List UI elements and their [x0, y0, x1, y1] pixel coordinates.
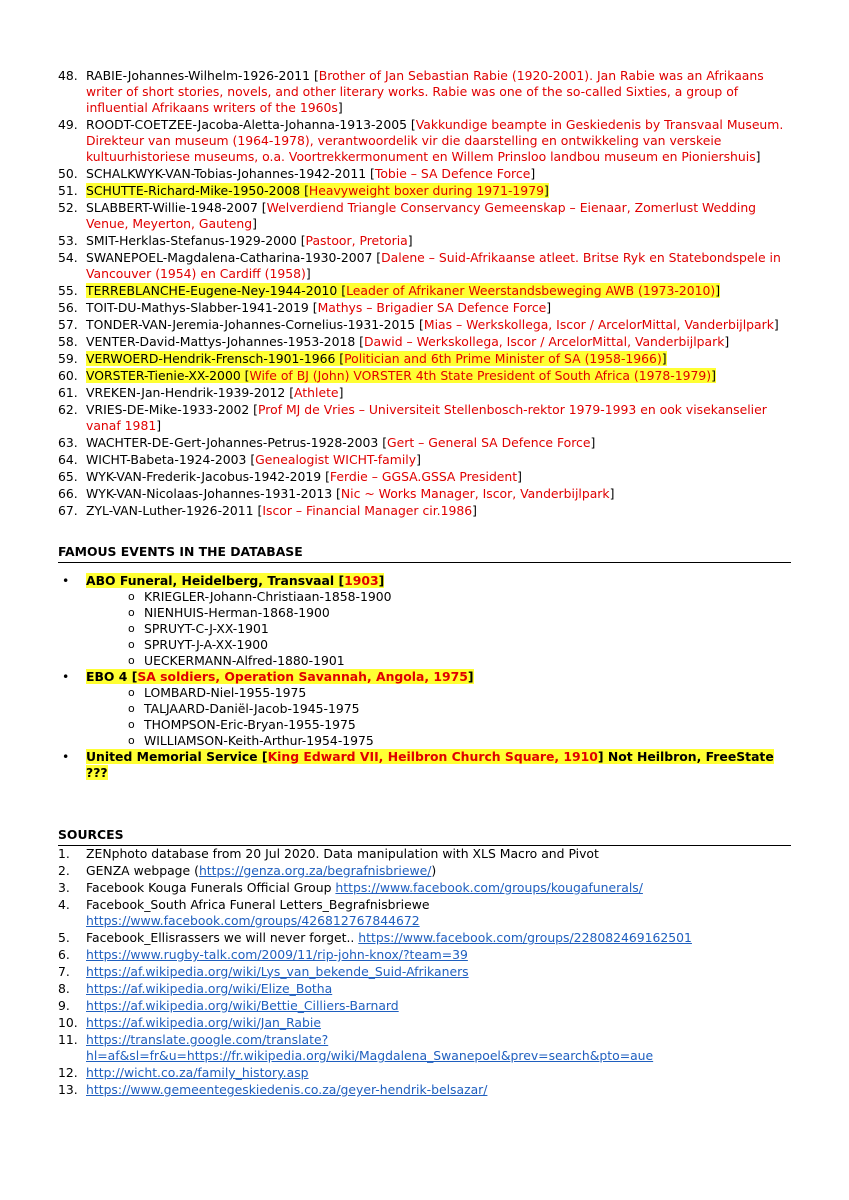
source-item [58, 964, 791, 980]
source-item [58, 863, 791, 879]
person-entry [58, 334, 791, 350]
source-number: 4. [58, 897, 70, 912]
person-entry [58, 300, 791, 316]
entry-name: SCHALKWYK-VAN-Tobias-Johannes-1942-2011 [ [86, 166, 375, 181]
event-people-list [58, 685, 791, 749]
entry-name: ZYL-VAN-Luther-1926-2011 [ [86, 503, 263, 518]
entry-body [86, 317, 779, 332]
event-person-name: KRIEGLER-Johann-Christiaan-1858-1900 [144, 589, 392, 604]
entry-close-bracket: ] [661, 351, 667, 366]
entry-number: 63. [58, 435, 78, 450]
entry-note: Wife of BJ (John) VORSTER 4th State President of South Africa (1978-1979) [249, 368, 712, 383]
entry-close-bracket: ] [517, 469, 522, 484]
entry-note: Brother of Jan Sebastian Rabie (1920-2001). Jan Rabie was an Afrikaans writer of short stories, novels, and other literary works. Rabie was one of the so-called Sixties, a group of influential Afrikaans writers of the 1960s [86, 68, 764, 115]
entry-name: VERWOERD-Hendrik-Frensch-1901-1966 [ [86, 351, 345, 366]
entry-number: 58. [58, 334, 78, 349]
entry-name: WACHTER-DE-Gert-Johannes-Petrus-1928-2003 [ [86, 435, 388, 450]
entry-body [86, 283, 720, 298]
entry-body [86, 368, 716, 383]
event-person [128, 685, 791, 701]
source-text: GENZA webpage ( [86, 863, 199, 878]
entry-close-bracket: ] [337, 100, 343, 115]
entry-body [86, 469, 522, 484]
entry-body [86, 183, 549, 198]
entry-body [86, 385, 343, 400]
source-number: 7. [58, 964, 70, 979]
source-item [58, 1032, 791, 1064]
event-close-bracket: ] [467, 669, 474, 684]
source-link[interactable]: https://af.wikipedia.org/wiki/Bettie_Cilliers-Barnard [86, 998, 399, 1013]
event-body [86, 669, 474, 684]
source-number: 12. [58, 1065, 78, 1080]
source-text: ZENphoto database from 20 Jul 2020. Data manipulation with XLS Macro and Pivot [86, 846, 599, 861]
event-person [128, 733, 791, 749]
person-entry [58, 503, 791, 519]
event-person-name: SPRUYT-J-A-XX-1900 [144, 637, 269, 652]
entry-note: Mias – Werkskollega, Iscor / ArcelorMittal, Vanderbijlpark [423, 317, 774, 332]
entry-close-bracket: ] [416, 452, 421, 467]
entry-note: Tobie – SA Defence Force [374, 166, 531, 181]
person-entry [58, 469, 791, 485]
event-person-name: SPRUYT-C-J-XX-1901 [144, 621, 269, 636]
entry-name: SCHUTTE-Richard-Mike-1950-2008 [ [86, 183, 309, 198]
entry-note: Athlete [294, 385, 339, 400]
event-person [128, 701, 791, 717]
source-link[interactable]: http://wicht.co.za/family_history.asp [86, 1065, 309, 1080]
entry-number: 49. [58, 117, 78, 132]
source-number: 6. [58, 947, 70, 962]
entry-name: VENTER-David-Mattys-Johannes-1953-2018 [ [86, 334, 364, 349]
person-entry [58, 385, 791, 401]
event-note: King Edward VII, Heilbron Church Square, 1910 [267, 749, 598, 764]
source-link[interactable]: https://translate.google.com/translate?hl=af&sl=fr&u=https://fr.wikipedia.org/wiki/Magdalena_Swanepoel&prev=search&pto=aue [86, 1032, 654, 1063]
event-person [128, 621, 791, 637]
source-item [58, 897, 791, 929]
person-entry [58, 166, 791, 182]
entry-number: 66. [58, 486, 78, 501]
event-title: United Memorial Service [ [86, 749, 268, 764]
entry-body [86, 334, 729, 349]
entry-note: Gert – General SA Defence Force [387, 435, 591, 450]
event-person-name: TALJAARD-Daniël-Jacob-1945-1975 [144, 701, 360, 716]
entry-number: 62. [58, 402, 78, 417]
entry-number: 67. [58, 503, 78, 518]
person-entry [58, 402, 791, 434]
entry-close-bracket: ] [755, 149, 761, 164]
entry-name: TOIT-DU-Mathys-Slabber-1941-2019 [ [86, 300, 318, 315]
event-person-name: NIENHUIS-Herman-1868-1900 [144, 605, 330, 620]
source-number: 8. [58, 981, 70, 996]
source-item [58, 947, 791, 963]
person-entry [58, 233, 791, 249]
person-entry [58, 435, 791, 451]
sources-heading: SOURCES [58, 827, 791, 846]
page-content [58, 68, 791, 1099]
source-link[interactable]: https://www.facebook.com/groups/228082469162501 [358, 930, 692, 945]
event-close-bracket: ] [378, 573, 385, 588]
person-entry [58, 452, 791, 468]
circle-bullet-icon: o [128, 734, 135, 747]
events-list [58, 573, 791, 781]
person-entry [58, 183, 791, 199]
entry-number: 51. [58, 183, 78, 198]
entry-name: WICHT-Babeta-1924-2003 [ [86, 452, 256, 467]
circle-bullet-icon: o [128, 654, 135, 667]
entry-name: RABIE-Johannes-Wilhelm-1926-2011 [ [86, 68, 319, 83]
entry-close-bracket: ] [338, 385, 344, 400]
entry-note: Heavyweight boxer during 1971-1979 [308, 183, 544, 198]
circle-bullet-icon: o [128, 590, 135, 603]
entry-note: Prof MJ de Vries – Universiteit Stellenbosch-rektor 1979-1993 en ook visekanselier vanaf 1981 [86, 402, 767, 433]
entry-note: Ferdie – GGSA.GSSA President [329, 469, 518, 484]
entry-close-bracket: ] [590, 435, 596, 450]
person-entry [58, 486, 791, 502]
entry-note: Politician and 6th Prime Minister of SA (1958-1966) [344, 351, 662, 366]
source-number: 5. [58, 930, 70, 945]
event-person [128, 717, 791, 733]
source-item [58, 880, 791, 896]
entry-number: 64. [58, 452, 78, 467]
entry-name: ROODT-COETZEE-Jacoba-Aletta-Johanna-1913-2005 [ [86, 117, 416, 132]
entry-note: Vakkundige beampte in Geskiedenis by Transvaal Museum. Direkteur van museum (1964-1978), verantwoordelik vir die daarstelling en ontwikkeling van verskeie kultuurhistoriese museums, o.a. Voortrekkermonument en Willem Prinsloo landbou museum en Pioniershuis [86, 117, 784, 164]
source-number: 10. [58, 1015, 78, 1030]
entry-body [86, 435, 595, 450]
entry-body [86, 300, 551, 315]
entry-body [86, 503, 477, 518]
source-number: 13. [58, 1082, 78, 1097]
entry-body [86, 402, 767, 433]
entry-note: Genealogist WICHT-family [255, 452, 417, 467]
entry-number: 55. [58, 283, 78, 298]
event-person [128, 637, 791, 653]
entry-note: Iscor – Financial Manager cir.1986 [262, 503, 473, 518]
source-item [58, 930, 791, 946]
entry-close-bracket: ] [407, 233, 413, 248]
event-person [128, 653, 791, 669]
source-text: Facebook_Ellisrassers we will never forget.. [86, 930, 359, 945]
person-entry [58, 200, 791, 232]
entry-close-bracket: ] [530, 166, 536, 181]
entry-note: Dalene – Suid-Afrikaanse atleet. Britse Ryk en Statebondspele in Vancouver (1954) en Cardiff (1958) [86, 250, 781, 281]
circle-bullet-icon: o [128, 686, 135, 699]
entry-name: SLABBERT-Willie-1948-2007 [ [86, 200, 267, 215]
source-item [58, 981, 791, 997]
source-item [58, 1065, 791, 1081]
entry-note: Dawid – Werkskollega, Iscor / ArcelorMittal, Vanderbijlpark [364, 334, 725, 349]
bullet-icon: • [62, 573, 70, 588]
event-close-bracket: ] [597, 749, 604, 764]
entry-close-bracket: ] [773, 317, 779, 332]
source-link[interactable]: https://www.facebook.com/groups/kougafunerals/ [335, 880, 643, 895]
source-link[interactable]: https://af.wikipedia.org/wiki/Elize_Botha [86, 981, 333, 996]
event-body [86, 573, 384, 588]
entry-body [86, 486, 614, 501]
entry-note: Mathys – Brigadier SA Defence Force [317, 300, 547, 315]
person-entry [58, 368, 791, 384]
entry-close-bracket: ] [715, 283, 721, 298]
circle-bullet-icon: o [128, 638, 135, 651]
entry-number: 52. [58, 200, 78, 215]
event-person [128, 605, 791, 621]
entry-number: 61. [58, 385, 78, 400]
source-item [58, 846, 791, 862]
entry-number: 60. [58, 368, 78, 383]
person-entry [58, 317, 791, 333]
event-person [128, 589, 791, 605]
entry-number: 48. [58, 68, 78, 83]
entry-number: 59. [58, 351, 78, 366]
source-link[interactable]: https://genza.org.za/begrafnisbriewe/ [198, 863, 432, 878]
source-number: 2. [58, 863, 70, 878]
entry-close-bracket: ] [724, 334, 730, 349]
person-entry [58, 250, 791, 282]
circle-bullet-icon: o [128, 606, 135, 619]
entry-close-bracket: ] [156, 418, 162, 433]
entry-body [86, 200, 756, 231]
entry-close-bracket: ] [472, 503, 477, 518]
event-item [58, 749, 791, 781]
event-note: SA soldiers, Operation Savannah, Angola, 1975 [137, 669, 468, 684]
entry-body [86, 117, 783, 164]
event-person-name: LOMBARD-Niel-1955-1975 [144, 685, 307, 700]
source-number: 3. [58, 880, 70, 895]
circle-bullet-icon: o [128, 702, 135, 715]
entry-note: Pastoor, Pretoria [305, 233, 408, 248]
source-number: 11. [58, 1032, 78, 1047]
entry-note: Nic ~ Works Manager, Iscor, Vanderbijlpark [340, 486, 610, 501]
entry-number: 53. [58, 233, 78, 248]
entry-body [86, 233, 413, 248]
circle-bullet-icon: o [128, 718, 135, 731]
event-person-name: THOMPSON-Eric-Bryan-1955-1975 [144, 717, 356, 732]
entry-name: TONDER-VAN-Jeremia-Johannes-Cornelius-1931-2015 [ [86, 317, 424, 332]
event-extra: Not Heilbron, FreeState ??? [86, 749, 774, 780]
events-heading: FAMOUS EVENTS IN THE DATABASE [58, 544, 791, 563]
entry-note: Welverdiend Triangle Conservancy Gemeenskap – Eienaar, Zomerlust Wedding Venue, Meyerton, Gauteng [86, 200, 757, 231]
source-number: 1. [58, 846, 70, 861]
entry-body [86, 250, 781, 281]
event-people-list [58, 589, 791, 669]
entry-name: WYK-VAN-Frederik-Jacobus-1942-2019 [ [86, 469, 330, 484]
source-item [58, 1082, 791, 1098]
entry-number: 57. [58, 317, 78, 332]
entry-body [86, 452, 421, 467]
source-number: 9. [58, 998, 70, 1013]
circle-bullet-icon: o [128, 622, 135, 635]
entry-body [86, 351, 667, 366]
entry-number: 54. [58, 250, 78, 265]
entry-name: VREKEN-Jan-Hendrik-1939-2012 [ [86, 385, 295, 400]
bullet-icon: • [62, 669, 70, 684]
entry-name: TERREBLANCHE-Eugene-Ney-1944-2010 [ [86, 283, 347, 298]
entry-name: VRIES-DE-Mike-1933-2002 [ [86, 402, 259, 417]
entry-close-bracket: ] [543, 183, 549, 198]
event-title: ABO Funeral, Heidelberg, Transvaal [ [86, 573, 345, 588]
source-text: Facebook_South Africa Funeral Letters_Begrafnisbriewe [86, 897, 430, 912]
person-entry [58, 117, 791, 165]
entry-body [86, 68, 764, 115]
source-tail: ) [431, 863, 437, 878]
entry-name: SWANEPOEL-Magdalena-Catharina-1930-2007 [ [86, 250, 382, 265]
event-person-name: UECKERMANN-Alfred-1880-1901 [144, 653, 345, 668]
entry-number: 65. [58, 469, 78, 484]
event-item [58, 573, 791, 589]
source-item [58, 998, 791, 1014]
entry-note: Leader of Afrikaner Weerstandsbeweging AWB (1973-2010) [346, 283, 716, 298]
entry-close-bracket: ] [711, 368, 716, 383]
source-item [58, 1015, 791, 1031]
entry-close-bracket: ] [305, 266, 311, 281]
bullet-icon: • [62, 749, 70, 764]
entry-close-bracket: ] [609, 486, 615, 501]
entry-close-bracket: ] [546, 300, 552, 315]
entry-body [86, 166, 535, 181]
source-link[interactable]: https://www.gemeentegeskiedenis.co.za/geyer-hendrik-belsazar/ [86, 1082, 488, 1097]
sources-list [58, 846, 791, 1098]
famous-people-list [58, 68, 791, 519]
person-entry [58, 351, 791, 367]
event-item [58, 669, 791, 685]
entry-name: WYK-VAN-Nicolaas-Johannes-1931-2013 [ [86, 486, 341, 501]
person-entry [58, 283, 791, 299]
entry-number: 50. [58, 166, 78, 181]
source-link[interactable]: https://www.rugby-talk.com/2009/11/rip-john-knox/?team=39 [86, 947, 468, 962]
event-body [86, 749, 774, 780]
event-person-name: WILLIAMSON-Keith-Arthur-1954-1975 [144, 733, 374, 748]
entry-number: 56. [58, 300, 78, 315]
person-entry [58, 68, 791, 116]
entry-name: SMIT-Herklas-Stefanus-1929-2000 [ [86, 233, 306, 248]
event-note: 1903 [344, 573, 379, 588]
event-title: EBO 4 [ [86, 669, 138, 684]
entry-name: VORSTER-Tienie-XX-2000 [ [86, 368, 250, 383]
entry-close-bracket: ] [252, 216, 257, 231]
source-text: Facebook Kouga Funerals Official Group [86, 880, 336, 895]
source-link[interactable]: https://www.facebook.com/groups/426812767844672 [86, 913, 420, 928]
source-link[interactable]: https://af.wikipedia.org/wiki/Lys_van_bekende_Suid-Afrikaners [86, 964, 469, 979]
source-link[interactable]: https://af.wikipedia.org/wiki/Jan_Rabie [86, 1015, 321, 1030]
